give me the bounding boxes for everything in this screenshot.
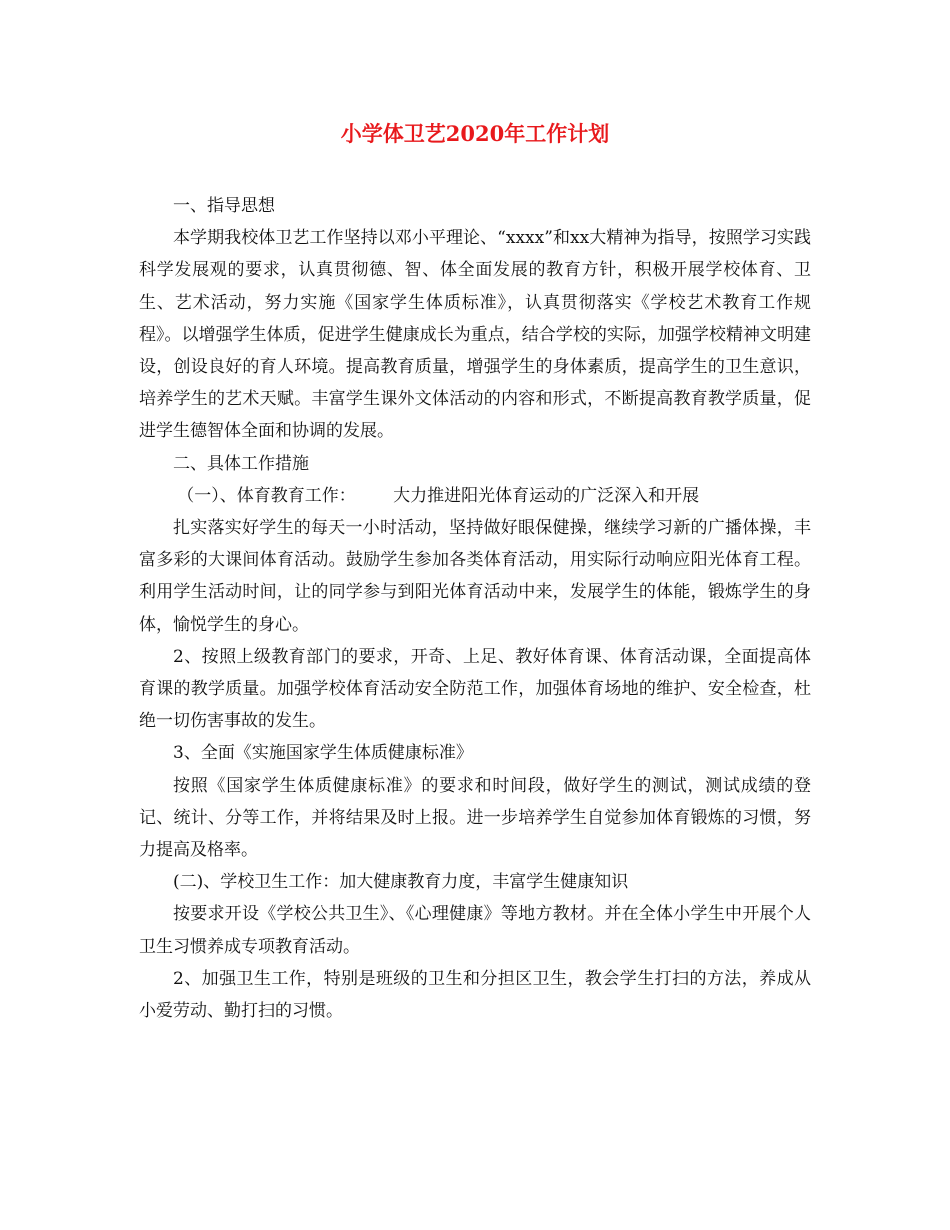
subsection-label-pe: （一）、体育教育工作：: [177, 485, 356, 506]
paragraph-health-curriculum: 按要求开设《学校公共卫生》、《心理健康》等地方教材。并在全体小学生中开展个人卫生习惯养成专项教育活动。: [139, 904, 811, 957]
document-title: 小学体卫艺2020年工作计划: [340, 121, 610, 146]
document-body: [139, 190, 811, 1027]
paragraph-daily-activity: 扎实落实好学生的每天一小时活动，坚持做好眼保健操，继续学习新的广播体操，丰富多彩的大课间体育活动。鼓励学生参加各类体育活动，用实际行动响应阳光体育工程。利用学生活动时间，让的同学参与到阳光体育活动中来，发展学生的体能，锻炼学生的身体，愉悦学生的身心。: [139, 518, 811, 635]
subsection-heading-health: (二)、学校卫生工作：加大健康教育力度，丰富学生健康知识: [173, 872, 629, 893]
paragraph-guiding-ideology: 本学期我校体卫艺工作坚持以邓小平理论、“xxxx”和xx大精神为指导，按照学习实践科学发展观的要求，认真贯彻德、智、体全面发展的教育方针，积极开展学校体育、卫生、艺术活动，努力实施《国家学生体质标准》，认真贯彻落实《学校艺术教育工作规程》。以增强学生体质，促进学生健康成长为重点，结合学校的实际，加强学校精神文明建设，创设良好的育人环境。提高教育质量，增强学生的身体素质，提高学生的卫生意识，培养学生的艺术天赋。丰富学生课外文体活动的内容和形式，不断提高教育教学质量，促进学生德智体全面和协调的发展。: [139, 228, 811, 442]
paragraph-hygiene-work: 2、加强卫生工作，特别是班级的卫生和分担区卫生，教会学生打扫的方法，养成从小爱劳动、勤打扫的习惯。: [139, 968, 811, 1022]
section-heading-work-measures: 二、具体工作措施: [173, 453, 309, 474]
paragraph-fitness-testing: 按照《国家学生体质健康标准》的要求和时间段，做好学生的测试，测试成绩的登记、统计、分等工作，并将结果及时上报。进一步培养学生自觉参加体育锻炼的习惯，努力提高及格率。: [139, 775, 811, 861]
subsection-heading-pe: [139, 480, 811, 512]
subsection-title-pe: 大力推进阳光体育运动的广泛深入和开展: [393, 485, 700, 506]
paragraph-pe-classes: 2、按照上级教育部门的要求，开奇、上足、教好体育课、体育活动课，全面提高体育课的教学质量。加强学校体育活动安全防范工作，加强体育场地的维护、安全检查，杜绝一切伤害事故的发生。: [139, 646, 811, 732]
section-heading-guiding-ideology: 一、指导思想: [173, 196, 275, 216]
paragraph-fitness-standard-heading: 3、全面《实施国家学生体质健康标准》: [173, 743, 473, 764]
